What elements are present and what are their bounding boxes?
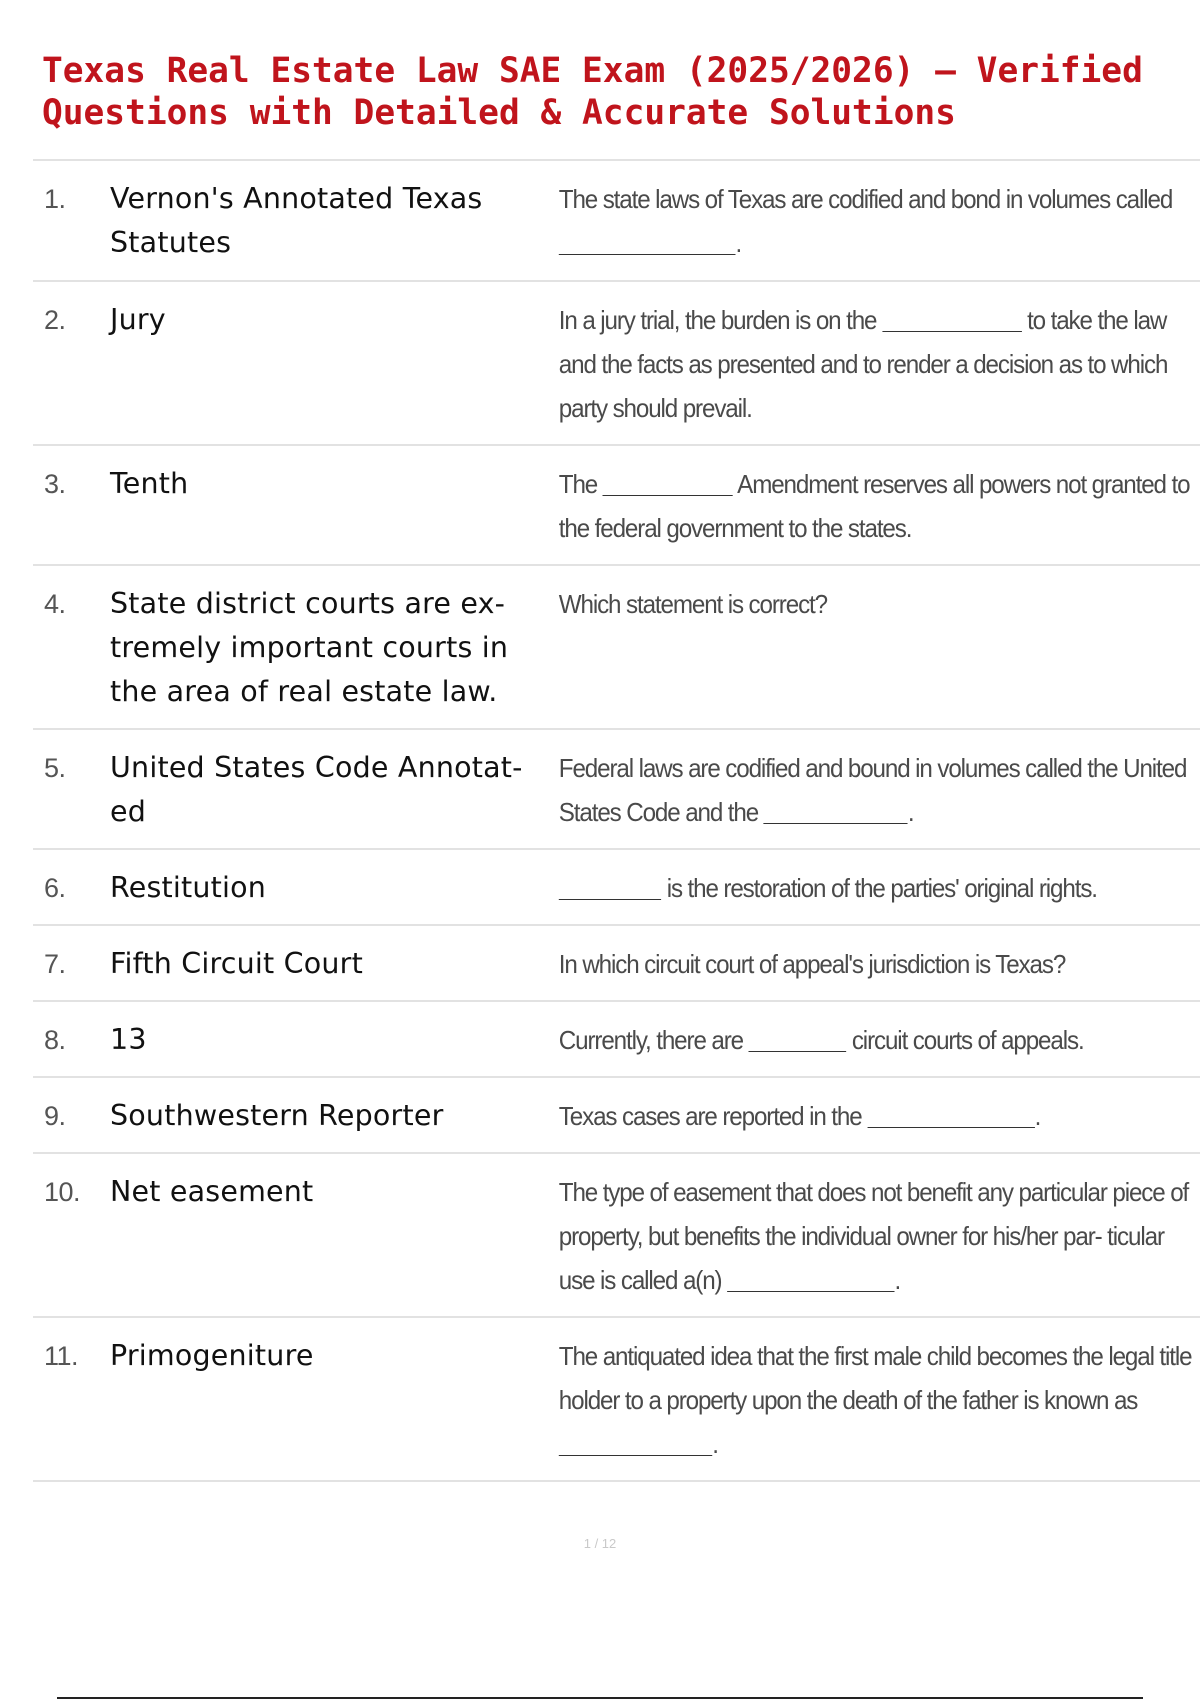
definition-text: . bbox=[894, 1265, 901, 1295]
item-number: 10. bbox=[44, 1177, 81, 1207]
answer-blank bbox=[559, 873, 661, 900]
item-definition bbox=[556, 177, 1200, 280]
item-definition bbox=[556, 1018, 1200, 1076]
table-row bbox=[33, 850, 1200, 926]
item-term: Tenth bbox=[110, 467, 189, 500]
answer-blank bbox=[764, 797, 908, 824]
answer-blank bbox=[603, 469, 733, 496]
item-number: 3. bbox=[44, 469, 66, 499]
definition-text: is the restoration of the parties' original rights. bbox=[661, 873, 1097, 903]
item-number: 6. bbox=[44, 873, 66, 903]
item-term: Fifth Circuit Court bbox=[110, 947, 363, 980]
definition-text: The type of easement that does not benefit any particular piece of property, but benefits the individual owner for his/her par- ticular use is called a(n) bbox=[558, 1177, 1189, 1295]
item-number: 1. bbox=[44, 184, 66, 214]
table-row bbox=[33, 1078, 1200, 1154]
answer-blank bbox=[749, 1025, 847, 1052]
definition-text: The state laws of Texas are codified and bond in volumes called bbox=[558, 184, 1173, 214]
item-definition bbox=[556, 582, 1200, 728]
item-term: Vernon's Annotated Texas Statutes bbox=[110, 182, 483, 259]
item-definition bbox=[556, 298, 1200, 444]
definition-text: . bbox=[712, 1429, 718, 1459]
definition-text: to take the law and the facts as presented and to render a decision as to which party should prevail. bbox=[558, 305, 1168, 423]
answer-blank bbox=[867, 1101, 1034, 1128]
definition-text: Federal laws are codified and bound in volumes called the United States Code and the bbox=[558, 753, 1187, 827]
item-number: 8. bbox=[44, 1025, 66, 1055]
table-row bbox=[33, 1154, 1200, 1318]
definition-text: In a jury trial, the burden is on the bbox=[558, 305, 882, 335]
definition-text: . bbox=[907, 797, 914, 827]
flashcard-table bbox=[33, 159, 1200, 1482]
item-term: Net easement bbox=[110, 1175, 314, 1208]
definition-text: . bbox=[735, 228, 742, 258]
item-number: 4. bbox=[44, 589, 66, 619]
item-number: 2. bbox=[44, 305, 66, 335]
item-definition bbox=[556, 462, 1200, 564]
definition-text: circuit courts of appeals. bbox=[846, 1025, 1084, 1055]
definition-text: In which circuit court of appeal's jurisdiction is Texas? bbox=[558, 949, 1066, 979]
definition-text: The antiquated idea that the first male child becomes the legal title holder to a property upon the death of the father is known as bbox=[558, 1341, 1192, 1415]
item-term: United States Code Annotat- ed bbox=[110, 751, 523, 828]
item-term: Restitution bbox=[110, 871, 267, 904]
answer-blank bbox=[882, 305, 1022, 332]
table-row bbox=[33, 1318, 1200, 1482]
item-number: 11. bbox=[44, 1341, 79, 1371]
item-number: 9. bbox=[44, 1101, 66, 1131]
table-row bbox=[33, 161, 1200, 282]
definition-text: The bbox=[558, 469, 603, 499]
item-definition bbox=[556, 866, 1200, 924]
item-definition bbox=[556, 1094, 1200, 1152]
definition-text: Which statement is correct? bbox=[558, 589, 827, 619]
item-definition bbox=[556, 746, 1200, 848]
answer-blank bbox=[559, 1429, 712, 1456]
table-row bbox=[33, 566, 1200, 730]
definition-text: . bbox=[1034, 1101, 1041, 1131]
answer-blank bbox=[727, 1265, 894, 1292]
answer-blank bbox=[559, 228, 736, 255]
item-number: 5. bbox=[44, 753, 66, 783]
definition-text: Currently, there are bbox=[558, 1025, 749, 1055]
item-term: State district courts are ex- tremely important courts in the area of real estate law. bbox=[110, 587, 509, 708]
item-definition bbox=[556, 1334, 1200, 1480]
document-title: Texas Real Estate Law SAE Exam (2025/2026) – Verified Questions with Detailed & Accurate Solutions bbox=[42, 51, 1143, 133]
table-row bbox=[33, 446, 1200, 566]
table-row bbox=[33, 1002, 1200, 1078]
table-row bbox=[33, 730, 1200, 850]
bottom-divider bbox=[57, 1697, 1143, 1699]
item-number: 7. bbox=[44, 949, 66, 979]
item-term: 13 bbox=[110, 1023, 147, 1056]
item-definition bbox=[556, 1170, 1200, 1316]
table-row bbox=[33, 282, 1200, 446]
item-term: Jury bbox=[110, 303, 166, 336]
item-definition bbox=[556, 942, 1200, 1000]
item-term: Southwestern Reporter bbox=[110, 1099, 444, 1132]
item-term: Primogeniture bbox=[110, 1339, 314, 1372]
definition-text: Texas cases are reported in the bbox=[558, 1101, 868, 1131]
page-indicator: 1 / 12 bbox=[583, 1536, 617, 1551]
definition-text: Amendment reserves all powers not granted to the federal government to the states. bbox=[558, 469, 1190, 543]
table-row bbox=[33, 926, 1200, 1002]
